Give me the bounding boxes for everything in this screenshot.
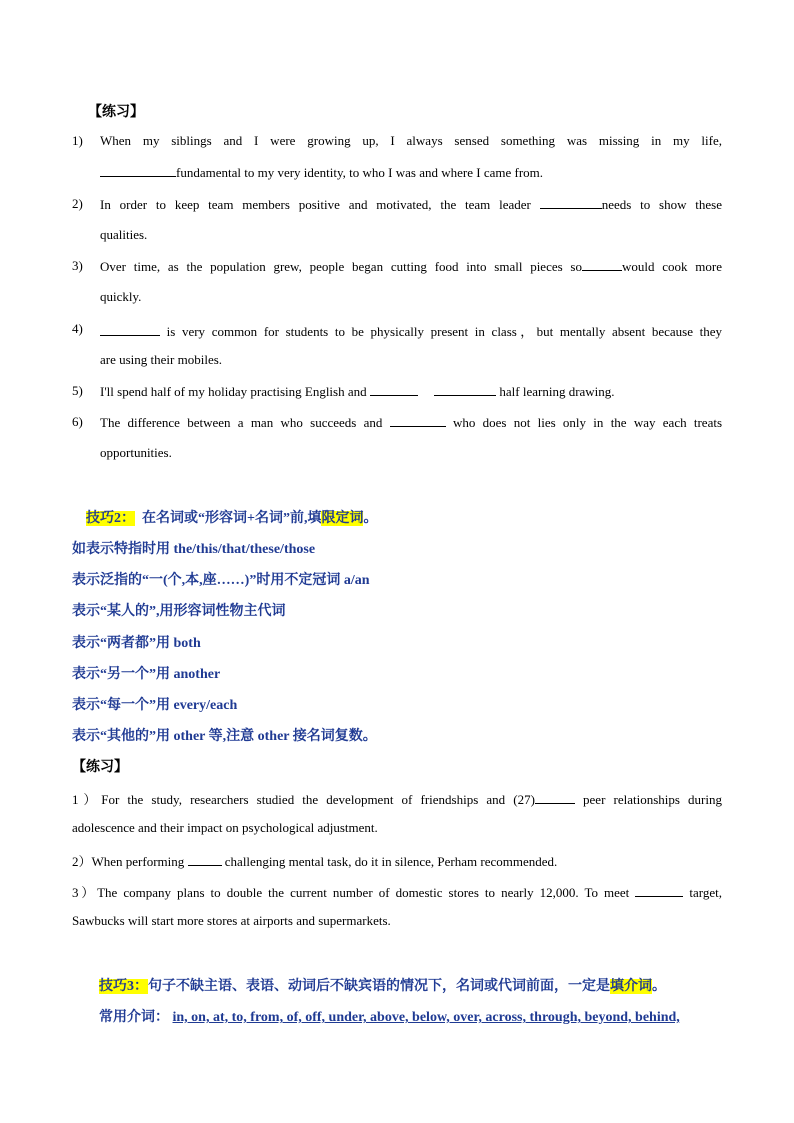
- question-text: When my siblings and I were growing up, I always sensed something was missing in my life,: [100, 133, 722, 148]
- practice-heading: 【练习】: [88, 105, 144, 120]
- answer-blank[interactable]: [100, 323, 160, 336]
- answer-blank[interactable]: [582, 258, 622, 271]
- answer-blank[interactable]: [635, 884, 683, 897]
- question-text: 1）For the study, researchers studied the development of friendships and (27) peer relationships during: [72, 792, 722, 807]
- answer-blank[interactable]: [434, 383, 496, 396]
- tip-3-heading: 技巧3：句子不缺主语、表语、动词后不缺宾语的情况下，名词或代词前面，一定是填介词。: [99, 979, 666, 994]
- tip-2-rule: 表示“两者都”用 both: [72, 636, 201, 651]
- question-text: opportunities.: [100, 445, 172, 460]
- question-number: 3): [72, 258, 83, 273]
- answer-blank[interactable]: [188, 853, 222, 866]
- question-text: I'll spend half of my holiday practising English and half learning drawing.: [100, 384, 615, 399]
- tip-2-rule: 表示“另一个”用 another: [72, 667, 221, 682]
- question-number: 1): [72, 133, 83, 148]
- question-number: 5): [72, 383, 83, 398]
- answer-blank[interactable]: [100, 164, 176, 177]
- question-number: 2): [72, 196, 83, 211]
- question-text: are using their mobiles.: [100, 352, 223, 367]
- tip-2-rule: 表示“某人的”,用形容词性物主代词: [72, 604, 286, 619]
- question-text: adolescence and their impact on psychological adjustment.: [72, 820, 378, 835]
- tip-label: 技巧3：: [99, 979, 148, 994]
- highlight-keyword: 限定词: [321, 511, 364, 526]
- answer-blank[interactable]: [370, 383, 418, 396]
- question-text: quickly.: [100, 289, 142, 304]
- question-number: 4): [72, 321, 83, 336]
- tip-2-rule: 表示泛指的“一(个,本,座……)”时用不定冠词 a/an: [72, 573, 370, 588]
- question-number: 6): [72, 414, 83, 429]
- preposition-list: in, on, at, to, from, of, off, under, above, below, over, across, through, beyond, behind,: [172, 1010, 680, 1025]
- practice-heading: 【练习】: [72, 760, 128, 775]
- question-text: 3）The company plans to double the current number of domestic stores to nearly 12,000. To meet target,: [72, 885, 723, 900]
- tip-2-rule: 表示“每一个”用 every/each: [72, 698, 238, 713]
- question-text: In order to keep team members positive and motivated, the team leader needs to show these: [100, 197, 723, 212]
- question-text: Sawbucks will start more stores at airports and supermarkets.: [72, 913, 391, 928]
- question-text: The difference between a man who succeeds and who does not lies only in the way each treats: [100, 415, 723, 430]
- question-text: 2）When performing challenging mental task, do it in silence, Perham recommended.: [72, 854, 558, 869]
- question-text: qualities.: [100, 227, 148, 242]
- answer-blank[interactable]: [390, 414, 446, 427]
- question-text: Over time, as the population grew, people began cutting food into small pieces so would cook more: [100, 259, 723, 274]
- highlight-keyword: 填介词: [610, 979, 652, 994]
- answer-blank[interactable]: [535, 791, 575, 804]
- question-text: is very common for students to be physically present in class，but mentally absent because they: [100, 321, 722, 340]
- tip-2-rule: 表示“其他的”用 other 等,注意 other 接名词复数。: [72, 729, 377, 744]
- common-prepositions: 常用介词： in, on, at, to, from, of, off, under, above, below, over, across, through, beyond, behind,: [99, 1010, 680, 1025]
- tip-2-rule: 如表示特指时用 the/this/that/these/those: [72, 542, 316, 557]
- answer-blank[interactable]: [540, 196, 602, 209]
- question-text: fundamental to my very identity, to who I was and where I came from.: [100, 164, 722, 181]
- tip-label: 技巧2：: [86, 511, 135, 526]
- tip-2-heading: 技巧2： 在名词或“形容词+名词”前,填限定词。: [86, 511, 378, 526]
